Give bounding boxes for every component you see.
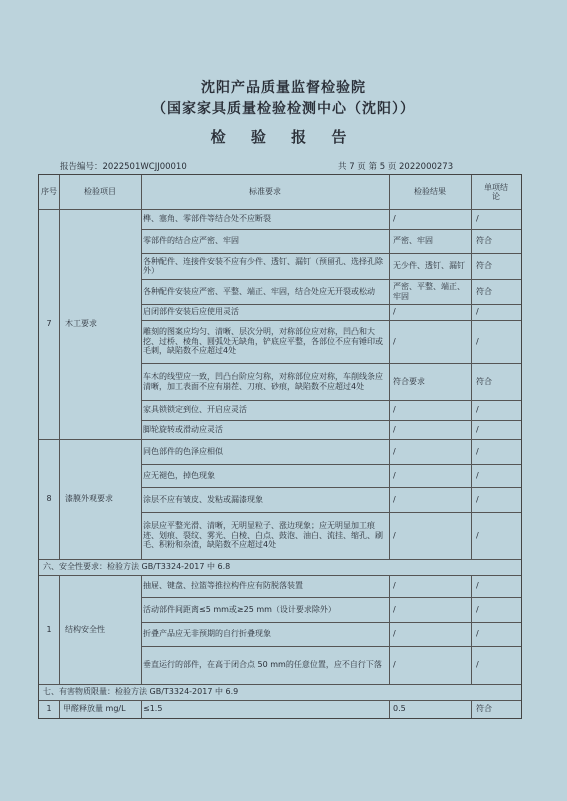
- inspection-table: [38, 174, 522, 719]
- table-row-result: /: [393, 629, 396, 639]
- table-row-result: /: [393, 405, 396, 415]
- report-title: 检 验 报 告: [210, 128, 357, 146]
- table-row-result: /: [393, 660, 396, 670]
- table-row-req: 涂层应平整光滑、清晰，无明显粒子、涨边现象；应无明显加工痕迹、划痕、裂纹、雾光、白棱、白点、鼓泡、油白、流挂、缩孔、刷毛、积粉和杂渣，缺陷数不应超过4处: [143, 521, 383, 550]
- group8-item: 漆膜外观要求: [65, 494, 113, 504]
- table-row-req: 垂直运行的部件，在高于闭合点 50 mm的任意位置，应不自行下落: [143, 660, 382, 670]
- table-row-conclusion: /: [476, 214, 479, 224]
- center-name: （国家家具质量检验检测中心（沈阳））: [152, 101, 415, 117]
- table-row-result: 严密、牢固: [393, 236, 433, 246]
- table-row-result: /: [393, 214, 396, 224]
- table-row-conclusion: /: [476, 494, 479, 504]
- table-row-req: 榫、塞角、零部件等结合处不应断裂: [143, 214, 271, 224]
- table-row-req: 抽屉、键盘、拉篮等推拉构件应有防脱落装置: [143, 581, 303, 591]
- group7-item: 木工要求: [65, 319, 97, 329]
- table-row-req: 车木的线型应一致，凹凸台阶应匀称，对称部位应对称，车削线条应清晰，加工表面不应有崩茬、刀痕、砂痕，缺陷数不应超过4处: [143, 372, 383, 391]
- table-row-conclusion: 符合: [476, 236, 492, 246]
- group1-seq: 1: [46, 624, 52, 634]
- table-row-result: /: [393, 470, 396, 480]
- table-row-req: 同色部件的色泽应相似: [143, 446, 223, 456]
- group1-item: 结构安全性: [65, 624, 105, 634]
- page-info: 共 7 页 第 5 页 2022000273: [338, 162, 454, 172]
- table-row-conclusion: /: [476, 405, 479, 415]
- table-row-result: 无少件、透钉、漏钉: [393, 261, 465, 271]
- table-row-conclusion: 符合: [476, 261, 492, 271]
- table-row-conclusion: /: [476, 629, 479, 639]
- table-row-req: 脚轮旋转或滑动应灵活: [143, 424, 223, 434]
- col-requirement-header: 标准要求: [249, 187, 281, 197]
- table-row-result: /: [393, 604, 396, 614]
- group8-seq: 8: [46, 494, 52, 504]
- table-row-conclusion: /: [476, 470, 479, 480]
- table-row-result: /: [393, 424, 396, 434]
- table-row-req: 各种配件、连接件安装不应有少件、透钉、漏钉（预留孔、选择孔除外）: [143, 256, 383, 275]
- table-row-conclusion: /: [476, 581, 479, 591]
- table-row-conclusion: /: [476, 530, 479, 540]
- table-row-conclusion: /: [476, 336, 479, 346]
- table-row-req: 启闭部件安装后应使用灵活: [143, 307, 239, 317]
- table-row-req: 折叠产品应无非预期的自行折叠现象: [143, 629, 271, 639]
- formaldehyde-seq: 1: [46, 704, 52, 714]
- institute-name: 沈阳产品质量监督检验院: [201, 80, 366, 96]
- table-row-result: /: [393, 307, 396, 317]
- table-row-result: /: [393, 336, 396, 346]
- col-conclusion-header: 单项结论: [484, 182, 508, 201]
- table-row-conclusion: /: [476, 660, 479, 670]
- formaldehyde-result: 0.5: [393, 704, 406, 714]
- table-row-result: 严密、平整、端正、牢固: [393, 282, 465, 301]
- table-row-req: 活动部件间距离≤5 mm或≥25 mm（设计要求除外）: [143, 604, 336, 614]
- group7-seq: 7: [46, 319, 52, 329]
- section-safety-heading: 六、安全性要求：检验方法 GB/T3324-2017 中 6.8: [43, 562, 231, 572]
- section-hazardous-heading: 七、有害物质限量：检验方法 GB/T3324-2017 中 6.9: [43, 687, 239, 697]
- table-row-conclusion: 符合: [476, 286, 492, 296]
- table-row-result: /: [393, 581, 396, 591]
- report-number: 报告编号：2022501WCJJ00010: [60, 162, 187, 172]
- col-seq-header: 序号: [41, 187, 57, 197]
- table-row-req: 应无褪色，掉色现象: [143, 470, 215, 480]
- formaldehyde-requirement: ≤1.5: [143, 704, 163, 714]
- table-row-result: /: [393, 446, 396, 456]
- table-row-result: /: [393, 494, 396, 504]
- table-row-conclusion: /: [476, 604, 479, 614]
- table-row-conclusion: /: [476, 307, 479, 317]
- col-item-header: 检验项目: [84, 187, 116, 197]
- table-row-result: /: [393, 530, 396, 540]
- formaldehyde-item: 甲醛释放量 mg/L: [63, 704, 126, 714]
- table-row-req: 零部件的结合应严密、牢固: [143, 236, 239, 246]
- table-row-req: 涂层不应有皱皮、发粘或漏漆现象: [143, 494, 263, 504]
- col-result-header: 检验结果: [414, 187, 446, 197]
- table-row-req: 雕刻的图案应均匀、清晰、层次分明，对称部位应对称，凹凸和大挖、过桥、棱角、圆弧处无缺角，铲底应平整，各部位不应有锤印或毛刺，缺陷数不应超过4处: [143, 327, 383, 356]
- formaldehyde-conclusion: 符合: [476, 704, 492, 714]
- table-row-conclusion: /: [476, 424, 479, 434]
- table-row-req: 家具锁锁定到位、开启应灵活: [143, 405, 247, 415]
- table-row-result: 符合要求: [393, 376, 425, 386]
- table-row-req: 各种配件安装应严密、平整、端正、牢固，结合处应无开裂或松动: [143, 286, 375, 296]
- table-row-conclusion: /: [476, 446, 479, 456]
- table-row-conclusion: 符合: [476, 376, 492, 386]
